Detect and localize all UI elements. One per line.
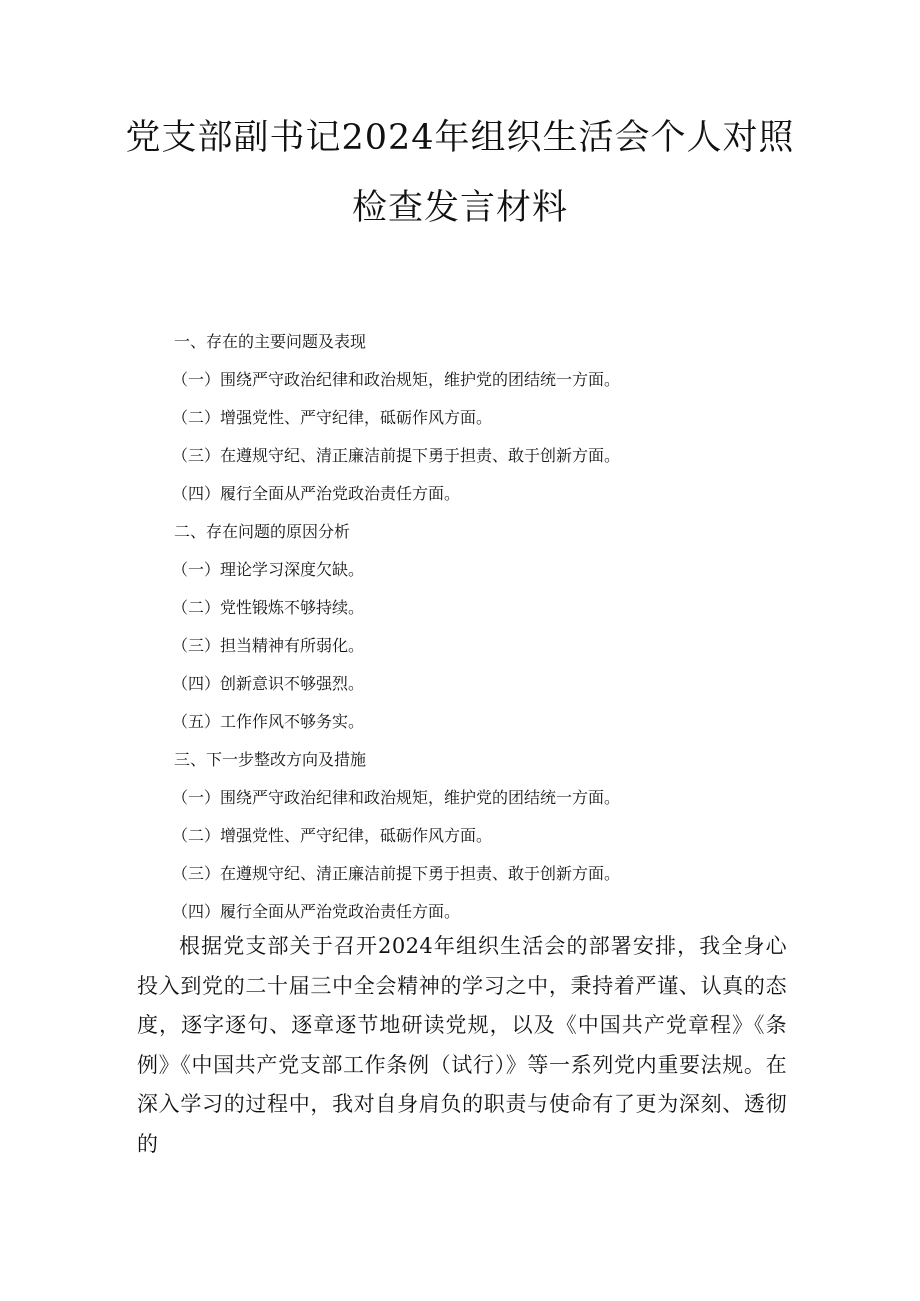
outline-item: （三）担当精神有所弱化。	[172, 636, 365, 655]
outline-item: （二）党性锻炼不够持续。	[172, 598, 365, 617]
outline-item: （二）增强党性、严守纪律，砥砺作风方面。	[172, 826, 493, 845]
outline-item: （五）工作作风不够务实。	[172, 712, 365, 731]
outline-list	[172, 323, 812, 931]
outline-item: （一）理论学习深度欠缺。	[172, 560, 365, 579]
outline-item: （一）围绕严守政治纪律和政治规矩，维护党的团结统一方面。	[172, 788, 621, 807]
outline-item: （三）在遵规守纪、清正廉洁前提下勇于担责、敢于创新方面。	[172, 446, 621, 465]
outline-item: （四）履行全面从严治党政治责任方面。	[172, 902, 461, 921]
section-heading: 二、存在问题的原因分析	[174, 522, 351, 541]
outline-item: （二）增强党性、严守纪律，砥砺作风方面。	[172, 408, 493, 427]
document-title-line-2: 检查发言材料	[351, 188, 568, 228]
outline-item: （四）履行全面从严治党政治责任方面。	[172, 484, 461, 503]
outline-item: （一）围绕严守政治纪律和政治规矩，维护党的团结统一方面。	[172, 370, 621, 389]
document-title-line-1: 党支部副书记2024年组织生活会个人对照	[125, 118, 795, 158]
body-paragraph: 根据党支部关于召开2024年组织生活会的部署安排，我全身心投入到党的二十届三中全会精神的学习之中，秉持着严谨、认真的态度，逐字逐句、逐章逐节地研读党规，以及《中国共产党章程》《条例》《中国共产党支部工作条例（试行）》等一系列党内重要法规。在深入学习的过程中，我对自身肩负的职责与使命有了更为深刻、透彻的	[137, 934, 787, 1156]
section-heading: 一、存在的主要问题及表现	[174, 332, 367, 351]
outline-item: （四）创新意识不够强烈。	[172, 674, 365, 693]
section-heading: 三、下一步整改方向及措施	[174, 750, 367, 769]
outline-item: （三）在遵规守纪、清正廉洁前提下勇于担责、敢于创新方面。	[172, 864, 621, 883]
